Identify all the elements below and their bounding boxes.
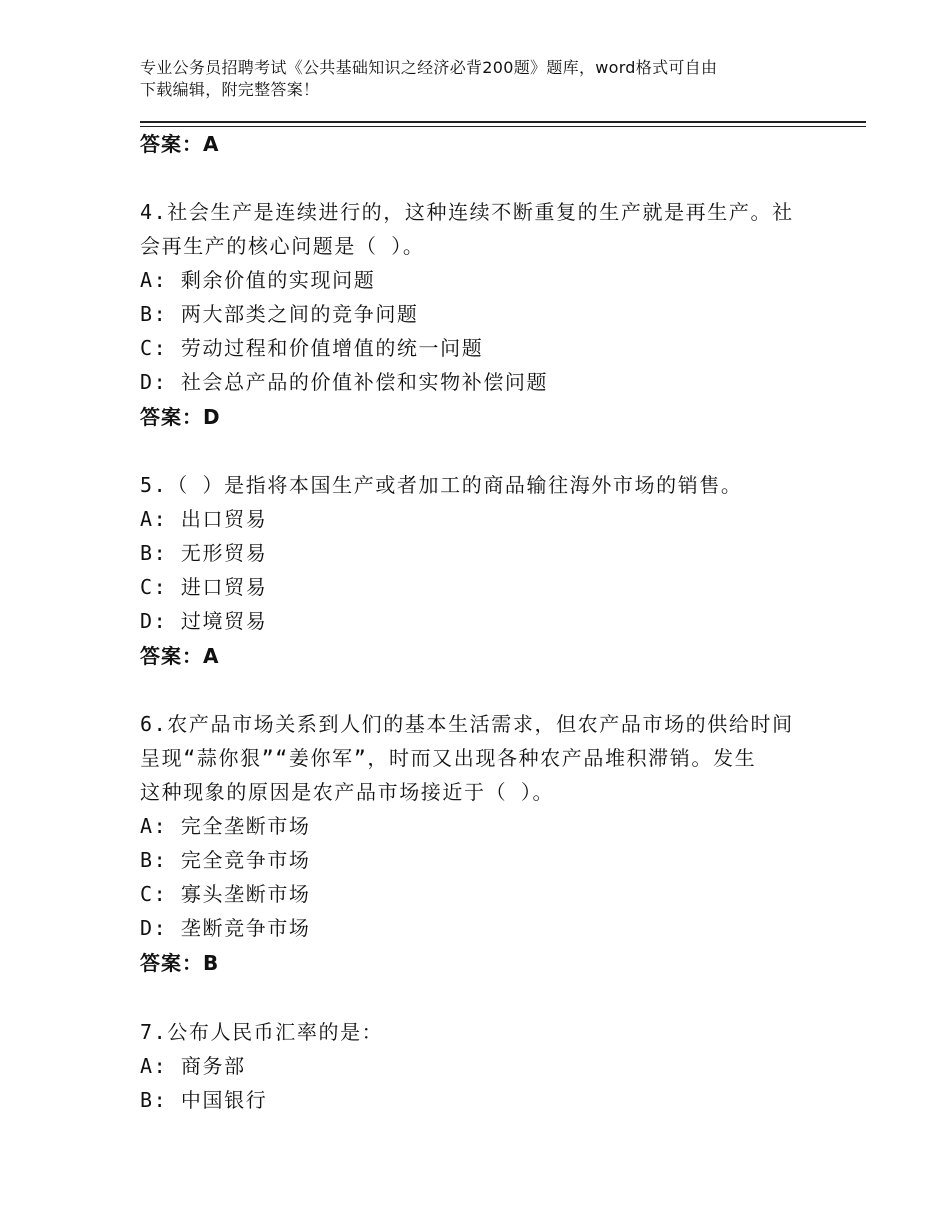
question-6-option-d: D: 垄断竞争市场 — [140, 916, 311, 940]
question-6-option-b: B: 完全竞争市场 — [140, 848, 311, 872]
question-7-stem-line-1: 7.公布人民币汇率的是： — [140, 1020, 384, 1044]
question-7-option-a: A: 商务部 — [140, 1054, 246, 1078]
question-6-stem-line-3: 这种现象的原因是农产品市场接近于（ ）。 — [140, 780, 555, 804]
question-6-stem-line-2: 呈现“蒜你狠”“姜你军”，时而又出现各种农产品堆积滞销。发生 — [140, 746, 757, 770]
question-4-stem-line-2: 会再生产的核心问题是（ ）。 — [140, 234, 425, 258]
header-line-2: 下载编辑，附完整答案！ — [140, 80, 320, 99]
document-header — [140, 57, 820, 101]
question-5-stem-line-1: 5.（ ）是指将本国生产或者加工的商品输往海外市场的销售。 — [140, 473, 743, 497]
question-5-option-d: D: 过境贸易 — [140, 609, 268, 633]
answer-q4: 答案：D — [140, 405, 221, 429]
answer-q6: 答案：B — [140, 951, 220, 975]
question-5-option-c: C: 进口贸易 — [140, 575, 268, 599]
question-6-option-c: C: 寡头垄断市场 — [140, 882, 311, 906]
question-4-stem-line-1: 4.社会生产是连续进行的，这种连续不断重复的生产就是再生产。社 — [140, 200, 794, 224]
question-4-option-a: A: 剩余价值的实现问题 — [140, 268, 376, 292]
question-4-option-c: C: 劳动过程和价值增值的统一问题 — [140, 336, 484, 360]
question-7-option-b: B: 中国银行 — [140, 1088, 268, 1112]
question-5-option-a: A: 出口贸易 — [140, 507, 268, 531]
header-line-1: 专业公务员招聘考试《公共基础知识之经济必背200题》题库，word格式可自由 — [140, 58, 718, 77]
question-4-option-b: B: 两大部类之间的竞争问题 — [140, 302, 419, 326]
header-rule-thick — [140, 121, 866, 123]
answer-q3: 答案：A — [140, 132, 220, 156]
question-6-stem-line-1: 6.农产品市场关系到人们的基本生活需求，但农产品市场的供给时间 — [140, 712, 794, 736]
question-5-option-b: B: 无形贸易 — [140, 541, 268, 565]
answer-q5: 答案：A — [140, 644, 220, 668]
header-rule-thin — [140, 126, 866, 127]
question-6-option-a: A: 完全垄断市场 — [140, 814, 311, 838]
question-4-option-d: D: 社会总产品的价值补偿和实物补偿问题 — [140, 370, 549, 394]
